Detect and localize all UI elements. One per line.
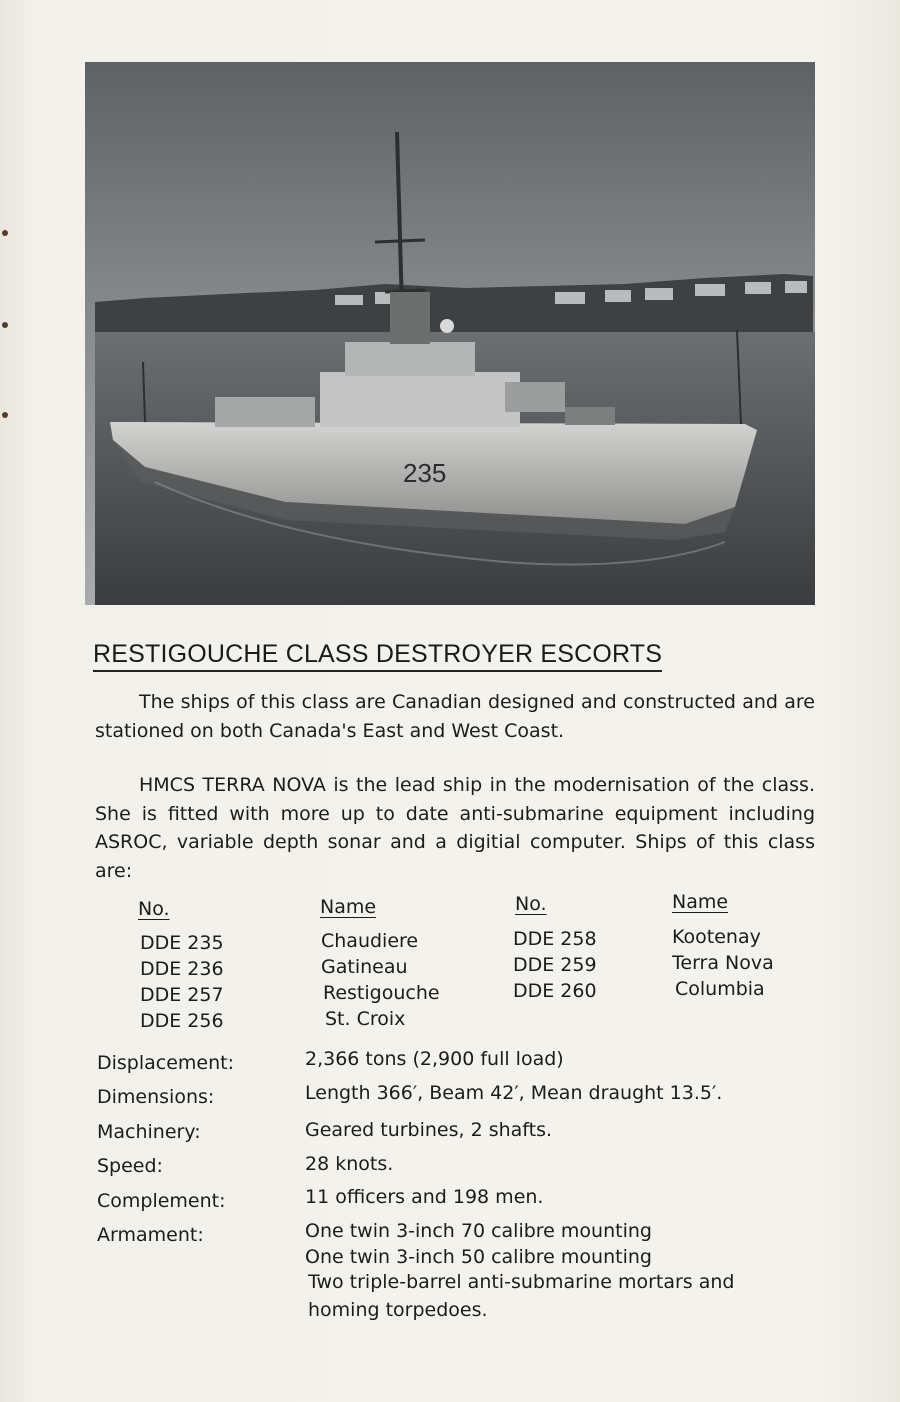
spec-label-dimensions: Dimensions: — [97, 1086, 215, 1108]
ship-name: Gatineau — [321, 956, 408, 978]
modernisation-paragraph — [95, 771, 815, 885]
spec-value-speed: 28 knots. — [305, 1153, 394, 1175]
spec-label-complement: Complement: — [97, 1190, 226, 1212]
intro-paragraph — [95, 688, 815, 745]
ship-number: DDE 260 — [513, 980, 597, 1002]
ship-name: Restigouche — [323, 982, 440, 1004]
ship-number: DDE 259 — [513, 954, 597, 976]
spec-label-armament: Armament: — [97, 1224, 204, 1246]
ship-name: St. Croix — [325, 1008, 406, 1030]
column-header-name: Name — [672, 891, 729, 913]
binding-hole — [2, 412, 8, 418]
modernisation-text: HMCS TERRA NOVA is the lead ship in the modernisation of the class. She is fitted with more up to date anti-submarine equipment including ASROC, variable depth sonar and a digitial computer. Ships of this class are: — [95, 774, 815, 882]
spec-label-displacement: Displacement: — [97, 1052, 235, 1074]
spec-label-machinery: Machinery: — [97, 1121, 201, 1143]
spec-value-machinery: Geared turbines, 2 shafts. — [305, 1119, 553, 1141]
ship-number: DDE 256 — [140, 1010, 224, 1032]
ship-name: Columbia — [675, 978, 765, 1000]
column-header-number: No. — [515, 893, 547, 915]
ship-number: DDE 235 — [140, 932, 224, 954]
ship-number: DDE 257 — [140, 984, 224, 1006]
spec-value-armament: homing torpedoes. — [308, 1299, 488, 1321]
spec-value-armament: Two triple-barrel anti-submarine mortars and — [308, 1271, 735, 1293]
section-heading: RESTIGOUCHE CLASS DESTROYER ESCORTS — [93, 640, 662, 672]
ship-name: Chaudiere — [321, 930, 419, 952]
spec-value-dimensions: Length 366′, Beam 42′, Mean draught 13.5′. — [305, 1082, 723, 1104]
spec-label-speed: Speed: — [97, 1155, 163, 1177]
ship-name: Kootenay — [672, 926, 761, 948]
ship-name: Terra Nova — [672, 952, 774, 974]
binding-hole — [2, 230, 8, 236]
hull-number: 235 — [403, 458, 447, 488]
spec-value-armament: One twin 3-inch 70 calibre mounting — [305, 1220, 652, 1242]
ship-number: DDE 258 — [513, 928, 597, 950]
binding-hole — [2, 322, 8, 328]
column-header-name: Name — [320, 896, 377, 918]
ship-photograph — [85, 62, 815, 605]
spec-value-armament: One twin 3-inch 50 calibre mounting — [305, 1246, 652, 1268]
ship-illustration — [85, 62, 815, 605]
column-header-number: No. — [138, 898, 170, 920]
spec-value-displacement: 2,366 tons (2,900 full load) — [305, 1048, 564, 1070]
intro-text: The ships of this class are Canadian designed and constructed and are stationed on both Canada's East and West Coast. — [95, 691, 815, 742]
spec-value-complement: 11 officers and 198 men. — [305, 1186, 544, 1208]
ship-number: DDE 236 — [140, 958, 224, 980]
